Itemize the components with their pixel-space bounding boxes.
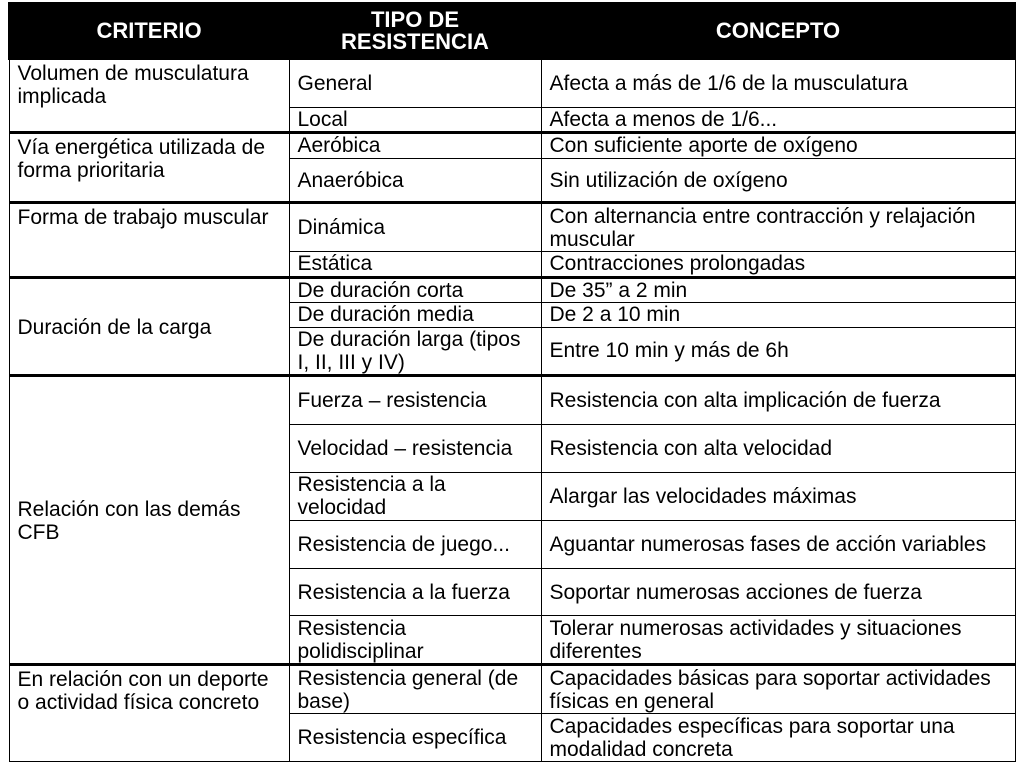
criterio-cell: Vía energética utilizada de forma prioritaria [9,133,289,203]
criterio-cell: Forma de trabajo muscular [9,203,289,277]
header-criterio: CRITERIO [9,3,289,59]
tipo-cell: Estática [289,252,541,277]
table-row [9,59,1015,108]
tipo-cell: Aeróbica [289,133,541,158]
table-row [9,376,1015,425]
tipo-cell: Resistencia polidisciplinar [289,616,541,665]
table-row [9,277,1015,302]
concepto-cell: De 2 a 10 min [541,303,1015,327]
header-row [9,3,1015,59]
resistance-table [8,2,1016,762]
concepto-cell: Resistencia con alta implicación de fuerza [541,376,1015,425]
tipo-cell: Fuerza – resistencia [289,376,541,425]
header-concepto: CONCEPTO [541,3,1015,59]
concepto-cell: De 35” a 2 min [541,277,1015,302]
concepto-cell: Entre 10 min y más de 6h [541,327,1015,376]
concepto-cell: Afecta a menos de 1/6... [541,107,1015,132]
tipo-cell: Dinámica [289,203,541,252]
concepto-cell: Con alternancia entre contracción y relajación muscular [541,203,1015,252]
tipo-cell: De duración media [289,303,541,327]
concepto-cell: Capacidades específicas para soportar una modalidad concreta [541,714,1015,762]
concepto-cell: Sin utilización de oxígeno [541,158,1015,203]
tipo-cell: De duración corta [289,277,541,302]
table-header [9,3,1015,59]
concepto-cell: Soportar numerosas acciones de fuerza [541,568,1015,616]
tipo-cell: Resistencia de juego... [289,520,541,568]
concepto-cell: Aguantar numerosas fases de acción variables [541,520,1015,568]
tipo-cell: Resistencia a la velocidad [289,472,541,520]
table-row [9,133,1015,158]
concepto-cell: Con suficiente aporte de oxígeno [541,133,1015,158]
criterio-cell: Volumen de musculatura implicada [9,59,289,133]
tipo-cell: De duración larga (tipos I, II, III y IV) [289,327,541,376]
concepto-cell: Afecta a más de 1/6 de la musculatura [541,59,1015,108]
tipo-cell: Anaeróbica [289,158,541,203]
table-row [9,203,1015,252]
tipo-cell: Velocidad – resistencia [289,425,541,473]
tipo-cell: Resistencia a la fuerza [289,568,541,616]
concepto-cell: Resistencia con alta velocidad [541,425,1015,473]
criterio-cell: Relación con las demás CFB [9,376,289,665]
concepto-cell: Capacidades básicas para soportar actividades físicas en general [541,665,1015,714]
tipo-cell: General [289,59,541,108]
tipo-cell: Resistencia específica [289,714,541,762]
tipo-cell: Resistencia general (de base) [289,665,541,714]
tipo-cell: Local [289,107,541,132]
table-body [9,59,1015,762]
concepto-cell: Contracciones prolongadas [541,252,1015,277]
concepto-cell: Tolerar numerosas actividades y situaciones diferentes [541,616,1015,665]
concepto-cell: Alargar las velocidades máximas [541,472,1015,520]
table-row [9,665,1015,714]
header-tipo-resistencia: TIPO DE RESISTENCIA [289,3,541,59]
criterio-cell: En relación con un deporte o actividad física concreto [9,665,289,762]
criterio-cell: Duración de la carga [9,277,289,376]
